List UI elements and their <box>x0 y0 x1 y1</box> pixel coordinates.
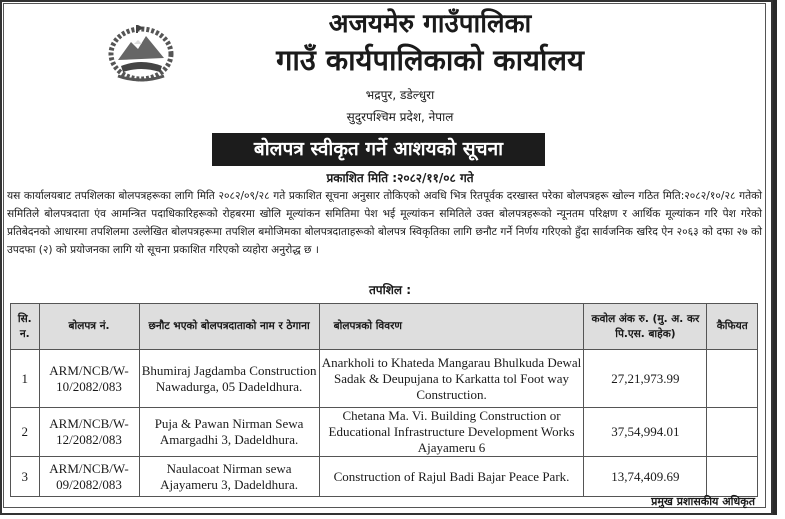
table-row <box>11 457 758 497</box>
notice-body: यस कार्यालयबाट तपशिलका बोलपत्रहरूका लागि मिति २०८२/०९/२८ गते प्रकाशित सूचना अनुसार तोकिएको अवधि भित्र रितपूर्वक दरखास्त परेका बोलपत्रहरू खोल्न गठित मिति:२०८२/१०/२८ गतेको समितिले बोलपत्रदाता एंव आमन्त्रित पदाधिकारिहरूको रोहबरमा खोलि मूल्यांकन समितिमा पेश भई मूल्यांकन समितिले उक्त बोलपत्रहरूको न्यूनतम परिक्षण र आर्थिक मूल्यांकन गरि पेश गरेको प्रतिबेदनको आधारमा तपशिलमा उल्लेखित बोलपत्रहरूमा तपशिल बमोजिमका बोलपत्रदाताहरूको बोलपत्र स्विकृतिका लागि छनौट गर्ने निर्णय गरिएको हुँदा सार्वजनिक खरिद ऐन २०६३ को दफा २७ को उपदफा (२) को प्रयोजनका लागि यो सूचना प्रकाशित गरिएको व्यहोरा अनुरोद्ध छ । <box>7 190 762 256</box>
cell-amount: 27,21,973.99 <box>584 350 707 408</box>
cell-bid-no: ARM/NCB/W-09/2082/083 <box>39 457 139 497</box>
notice-title-banner: बोलपत्र स्वीकृत गर्ने आशयको सूचना <box>212 133 545 166</box>
cell-remarks <box>707 408 758 457</box>
header-remarks: कैफियत <box>707 304 758 350</box>
cell-bid-no: ARM/NCB/W-10/2082/083 <box>39 350 139 408</box>
cell-description: Anarkholi to Khateda Mangarau Bhulkuda Dewal Sadak & Deupujana to Karkatta tol Foot way Construction. <box>319 350 584 408</box>
table-header-row <box>11 304 758 350</box>
bids-table <box>10 303 758 497</box>
header-amount: कवोल अंक रु. (मु. अ. कर पि.एस. बाहेक) <box>584 304 707 350</box>
schedule-label: तपशिल : <box>368 283 412 297</box>
cell-description: Chetana Ma. Vi. Building Construction or Educational Infrastructure Development Works Ajayameru 6 <box>319 408 584 457</box>
cell-amount: 37,54,994.01 <box>584 408 707 457</box>
table-row <box>11 408 758 457</box>
header-bid-no: बोलपत्र नं. <box>39 304 139 350</box>
office-name: गाउँ कार्यपालिकाको कार्यालय <box>276 43 584 77</box>
cell-bidder: Naulacoat Nirman sewa Ajayameru 3, Dadeldhura. <box>139 457 319 497</box>
cell-bidder: Bhumiraj Jagdamba Construction Nawadurga, 05 Dadeldhura. <box>139 350 319 408</box>
address-line-2: सुदुरपश्चिम प्रदेश, नेपाल <box>346 110 454 124</box>
address-line-1: भद्रपुर, डडेल्धुरा <box>365 88 435 102</box>
cell-sn: 1 <box>11 350 40 408</box>
cell-sn: 2 <box>11 408 40 457</box>
cell-sn: 3 <box>11 457 40 497</box>
header-sn: सि. न. <box>11 304 40 350</box>
cell-description: Construction of Rajul Badi Bajar Peace Park. <box>319 457 584 497</box>
page-border-shadow <box>773 0 777 515</box>
cell-bid-no: ARM/NCB/W-12/2082/083 <box>39 408 139 457</box>
published-date: प्रकाशित मिति :२०८२/११/०८ गते <box>326 171 474 185</box>
cell-remarks <box>707 350 758 408</box>
cell-amount: 13,74,409.69 <box>584 457 707 497</box>
table-row <box>11 350 758 408</box>
header-bidder: छनौट भएको बोलपत्रदाताको नाम र ठेगाना <box>139 304 319 350</box>
cell-remarks <box>707 457 758 497</box>
nepal-emblem-icon <box>106 22 176 82</box>
header-description: बोलपत्रको विवरण <box>319 304 584 350</box>
municipality-name: अजयमेरु गाउँपालिका <box>328 9 532 39</box>
cell-bidder: Puja & Pawan Nirman Sewa Amargadhi 3, Dadeldhura. <box>139 408 319 457</box>
signatory-title: प्रमुख प्रशासकीय अधिकृत <box>651 495 755 508</box>
